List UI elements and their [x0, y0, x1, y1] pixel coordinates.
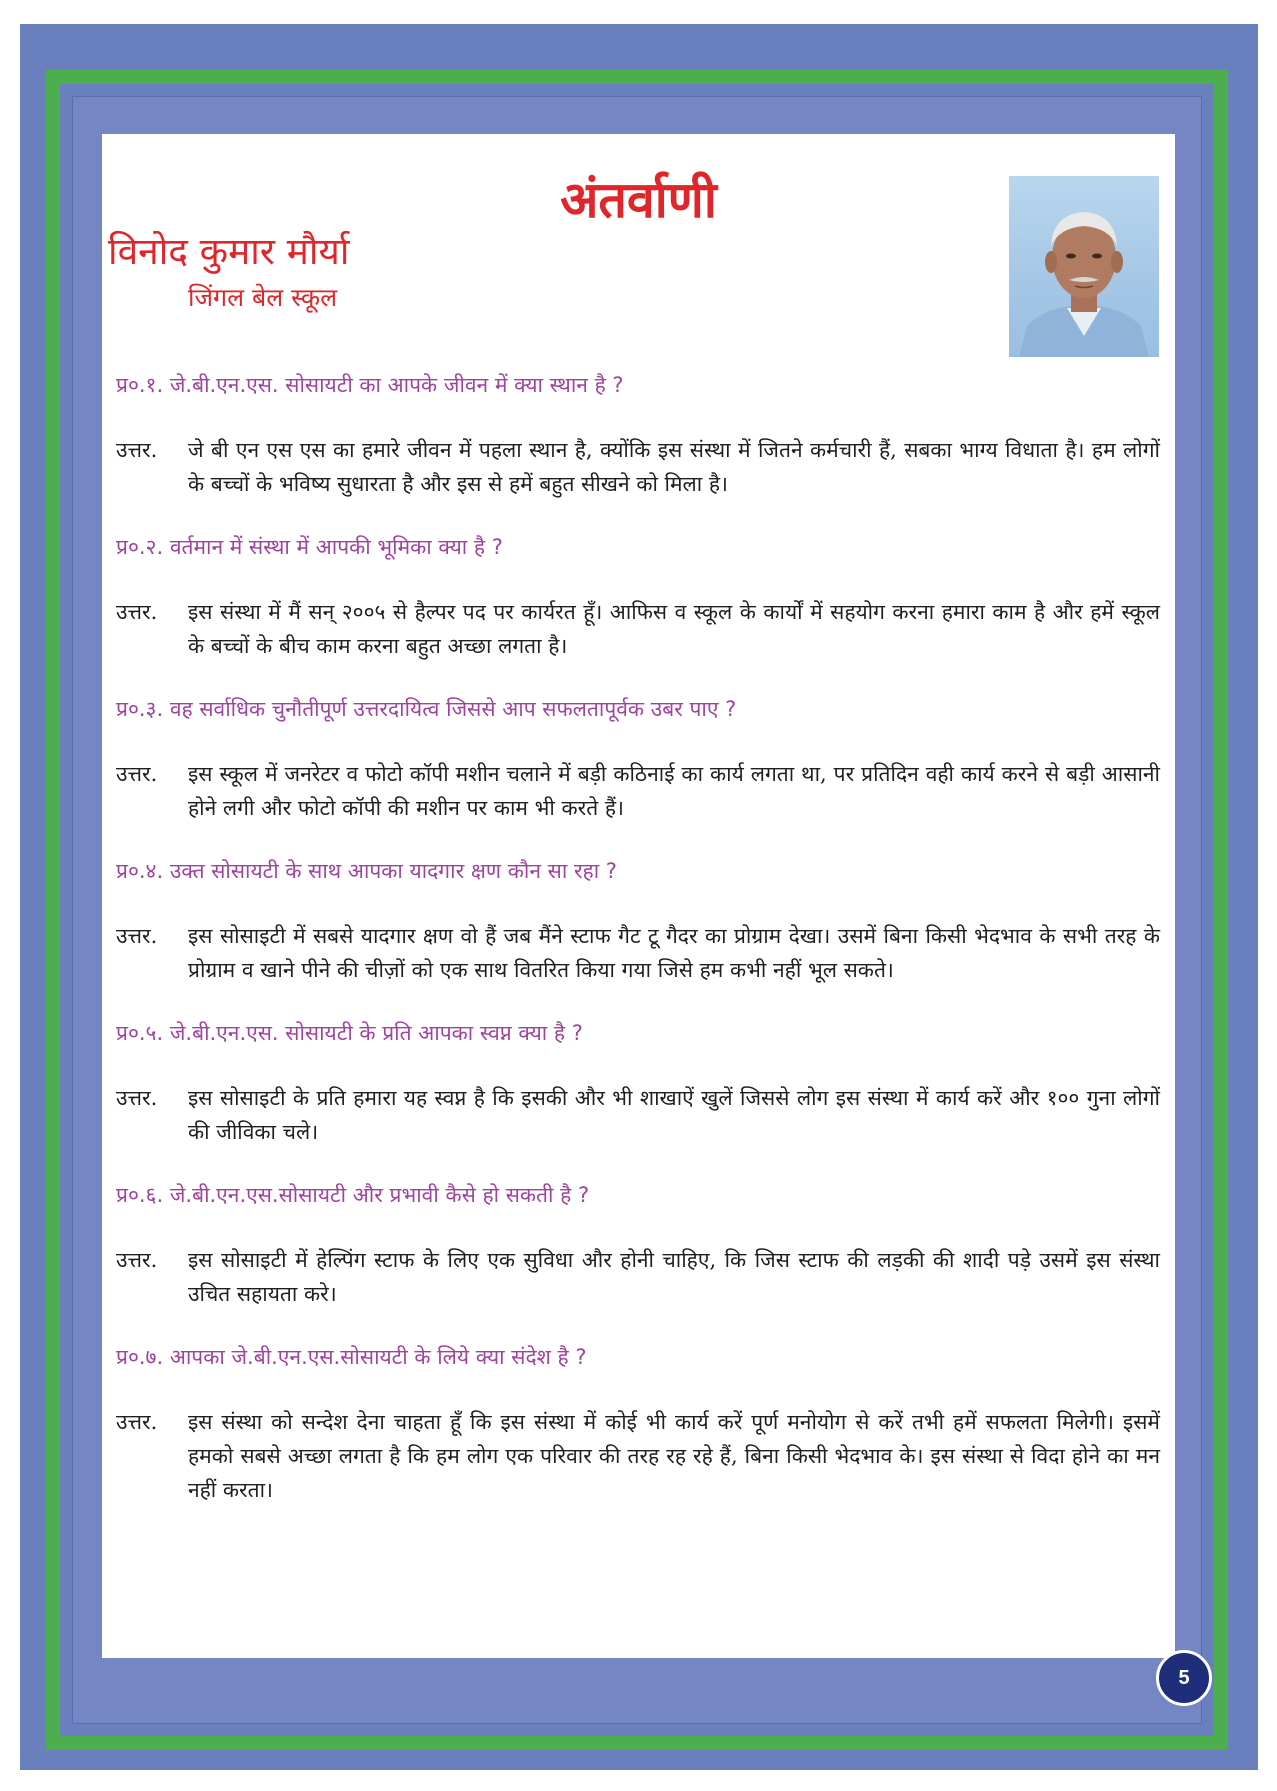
answer-1	[116, 433, 1160, 501]
page-number-badge: 5	[1156, 1650, 1212, 1706]
qa-list	[116, 370, 1160, 1538]
page-title: अंतर्वाणी	[560, 170, 717, 229]
question-1: प्र०.१. जे.बी.एन.एस. सोसायटी का आपके जीवन में क्या स्थान है ?	[116, 373, 624, 397]
answer-text: जे बी एन एस एस का हमारे जीवन में पहला स्थान है, क्योंकि इस संस्था में जितने कर्मचारी हैं, सबका भाग्य विधाता है। हम लोगों के बच्चों के भविष्य सुधारता है और इस से हमें बहुत सीखने को मिला है।	[188, 438, 1160, 496]
answer-6	[116, 1243, 1160, 1311]
question-2: प्र०.२. वर्तमान में संस्था में आपकी भूमिका क्या है ?	[116, 535, 503, 559]
answer-label: उत्तर.	[116, 1086, 158, 1110]
answer-text: इस सोसाइटी के प्रति हमारा यह स्वप्न है कि इसकी और भी शाखाऐं खुलें जिससे लोग इस संस्था में कार्य करें और १०० गुना लोगों की जीविका चले।	[188, 1086, 1160, 1144]
answer-text: इस स्कूल में जनरेटर व फोटो कॉपी मशीन चलाने में बड़ी कठिनाई का कार्य लगता था, पर प्रतिदिन वही कार्य करने से बड़ी आसानी होने लगी और फोटो कॉपी की मशीन पर काम भी करते हैं।	[188, 762, 1160, 820]
answer-5	[116, 1081, 1160, 1149]
answer-label: उत्तर.	[116, 1410, 158, 1434]
answer-text: इस संस्था को सन्देश देना चाहता हूँ कि इस संस्था में कोई भी कार्य करें पूर्ण मनोयोग से करें तभी हमें सफलता मिलेगी। इसमें हमको सबसे अच्छा लगता है कि हम लोग एक परिवार की तरह रह रहे हैं, बिना किसी भेदभाव के। इस संस्था से विदा होने का मन नहीं करता।	[188, 1410, 1160, 1502]
answer-7	[116, 1405, 1160, 1507]
answer-4	[116, 919, 1160, 987]
question-7: प्र०.७. आपका जे.बी.एन.एस.सोसायटी के लिये क्या संदेश है ?	[116, 1345, 587, 1369]
question-3: प्र०.३. वह सर्वाधिक चुनौतीपूर्ण उत्तरदायित्व जिससे आप सफलतापूर्वक उबर पाए ?	[116, 697, 737, 721]
answer-2	[116, 595, 1160, 663]
answer-label: उत्तर.	[116, 438, 158, 462]
portrait-image	[1009, 176, 1159, 357]
answer-3	[116, 757, 1160, 825]
content-panel	[102, 134, 1175, 1658]
answer-label: उत्तर.	[116, 1248, 158, 1272]
answer-label: उत्तर.	[116, 762, 158, 786]
question-6: प्र०.६. जे.बी.एन.एस.सोसायटी और प्रभावी कैसे हो सकती है ?	[116, 1183, 590, 1207]
answer-text: इस सोसाइटी में हेल्पिंग स्टाफ के लिए एक सुविधा और होनी चाहिए, कि जिस स्टाफ की लड़की की शादी पड़े उसमें इस संस्था उचित सहायता करे।	[188, 1248, 1160, 1306]
answer-label: उत्तर.	[116, 924, 158, 948]
question-4: प्र०.४. उक्त सोसायटी के साथ आपका यादगार क्षण कौन सा रहा ?	[116, 859, 617, 883]
answer-text: इस संस्था में मैं सन् २००५ से हैल्पर पद पर कार्यरत हूँ। आफिस व स्कूल के कार्यों में सहयोग करना हमारा काम है और हमें स्कूल के बच्चों के बीच काम करना बहुत अच्छा लगता है।	[188, 600, 1160, 658]
author-photo	[1009, 176, 1159, 357]
author-name: विनोद कुमार मौर्या	[108, 230, 350, 273]
answer-text: इस सोसाइटी में सबसे यादगार क्षण वो हैं जब मैंने स्टाफ गैट टू गैदर का प्रोग्राम देखा। उसमें बिना किसी भेदभाव के सभी तरह के प्रोग्राम व खाने पीने की चीज़ों को एक साथ वितरित किया गया जिसे हम कभी नहीं भूल सकते।	[188, 924, 1160, 982]
answer-label: उत्तर.	[116, 600, 158, 624]
author-school: जिंगल बेल स्कूल	[188, 283, 338, 312]
question-5: प्र०.५. जे.बी.एन.एस. सोसायटी के प्रति आपका स्वप्न क्या है ?	[116, 1021, 583, 1045]
